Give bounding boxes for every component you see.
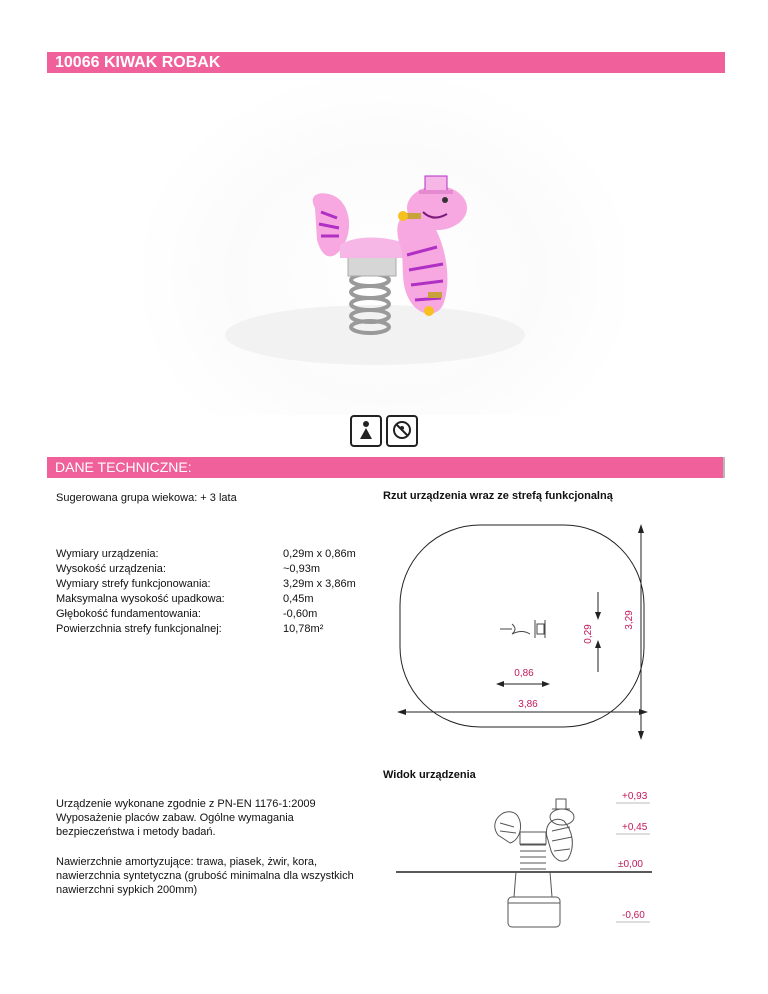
plan-view-heading: Rzut urządzenia wraz ze strefą funkcjonalną [383, 490, 613, 502]
norm-text [56, 797, 316, 839]
plan-view-drawing [390, 512, 660, 752]
norm-line: bezpieczeństwa i metody badań. [56, 826, 216, 838]
page-title: 10066 KIWAK ROBAK [47, 52, 725, 73]
surface-text [56, 855, 354, 897]
spec-values [283, 547, 356, 637]
dim-zone-height: 3,29 [624, 610, 635, 630]
dim-device-width: 0,29 [583, 624, 594, 644]
spec-label: Maksymalna wysokość upadkowa: [56, 593, 225, 605]
spec-value: -0,60m [283, 608, 318, 620]
level-top: +0,93 [622, 791, 648, 802]
spec-label: Wymiary strefy funkcjonowania: [56, 578, 211, 590]
dim-zone-length: 3,86 [518, 699, 538, 710]
side-view-heading: Widok urządzenia [383, 769, 476, 781]
side-view-drawing [392, 785, 654, 955]
child-play-icon [350, 415, 382, 447]
spec-value: 10,78m² [283, 623, 324, 635]
spec-value: ~0,93m [283, 563, 320, 575]
dim-device-length: 0,86 [514, 668, 534, 679]
level-foundation: -0,60 [622, 910, 645, 921]
spec-value: 0,45m [283, 593, 314, 605]
no-unsupervised-icon [386, 415, 418, 447]
level-seat: +0,45 [622, 822, 648, 833]
norm-line: Wyposażenie placów zabaw. Ogólne wymagania [56, 812, 294, 824]
spec-labels [56, 547, 225, 637]
spec-value: 3,29m x 3,86m [283, 578, 356, 590]
spec-label: Wysokość urządzenia: [56, 563, 166, 575]
section-title: DANE TECHNICZNE: [47, 457, 725, 478]
spec-label: Wymiary urządzenia: [56, 548, 159, 560]
surface-line: nawierzchni sypkich 200mm) [56, 884, 198, 896]
product-render [145, 80, 625, 415]
level-ground: ±0,00 [618, 859, 643, 870]
spec-label: Powierzchnia strefy funkcjonalnej: [56, 623, 222, 635]
surface-line: Nawierzchnie amortyzujące: trawa, piasek, żwir, kora, [56, 856, 318, 868]
spec-label: Głębokość fundamentowania: [56, 608, 201, 620]
spec-value: 0,29m x 0,86m [283, 548, 356, 560]
spring-rider-worm-image [145, 80, 625, 415]
surface-line: nawierzchnia syntetyczna (grubość minimalna dla wszystkich [56, 870, 354, 882]
norm-line: Urządzenie wykonane zgodnie z PN-EN 1176-1:2009 [56, 798, 316, 810]
age-icons [350, 415, 418, 447]
age-group: Sugerowana grupa wiekowa: + 3 lata [56, 492, 237, 504]
